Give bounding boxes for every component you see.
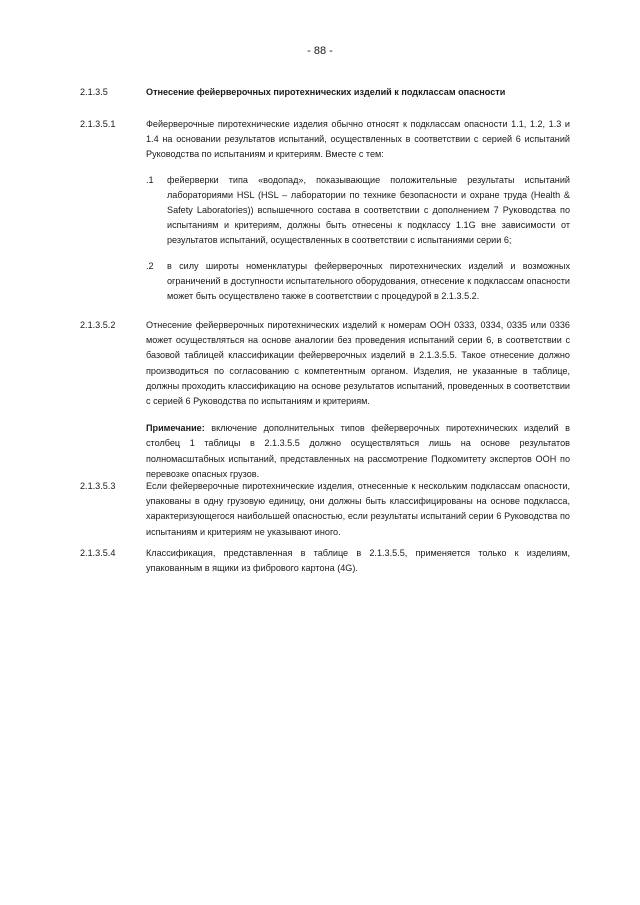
list-item-text: фейерверки типа «водопад», показывающие положительные результаты испытаний лабораториями HSL (HSL – лаборатории по технике безопасности и охране труда (Health & Safety Laboratories)) вспышечного состава в соответствии с дополнением 7 Руководства по испытаниям и критериям, должны быть отнесены к подклассу 1.1G вне зависимости от результатов испытаний, осуществленных в соответствии с испытаниями серии 6; (167, 174, 570, 246)
section-number: 2.1.3.5.1 (80, 119, 116, 129)
section-2-1-3-5-3 (80, 479, 570, 540)
section-title: Отнесение фейерверочных пиротехнических изделий к подклассам опасности (146, 87, 506, 97)
section-number: 2.1.3.5 (80, 87, 108, 97)
list-item (146, 259, 570, 305)
note (146, 421, 570, 482)
section-number: 2.1.3.5.3 (80, 481, 116, 491)
note-text: включение дополнительных типов фейерверочных пиротехнических изделий в столбец 1 таблицы в 2.1.3.5.5 должно осуществляться лишь на основе результатов полномасштабных испытаний, представленных на рассмотрение Подкомитету экспертов ООН по перевозке опасных грузов. (146, 423, 571, 479)
section-2-1-3-5-2 (80, 318, 570, 482)
section-number: 2.1.3.5.2 (80, 320, 116, 330)
paragraph: Отнесение фейерверочных пиротехнических изделий к номерам ООН 0333, 0334, 0335 или 0336 может осуществляться на основе аналогии без проведения испытаний серии 6, в соответствии с базовой таблицей классификации фейерверочных изделий в 2.1.3.5.5. Такое отнесение должно производиться по согласованию с компетентным органом. Изделия, не указанные в таблице, должны проходить классификацию на основе результатов испытаний, проведенных в соответствии с серией 6 Руководства по испытаниям и критериям. (146, 320, 570, 407)
paragraph: Если фейерверочные пиротехнические изделия, отнесенные к нескольким подклассам опасности, упакованы в одну грузовую единицу, они должны быть классифицированы на основе подкласса, характеризующегося наибольшей опасностью, если результаты испытаний серии 6 Руководства по испытаниям и критериям не указывают иного. (146, 481, 570, 537)
section-2-1-3-5-1 (80, 117, 570, 304)
list-item (146, 173, 570, 249)
section-2-1-3-5 (80, 85, 570, 100)
paragraph: Фейерверочные пиротехнические изделия обычно относят к подклассам опасности 1.1, 1.2, 1.3 и 1.4 на основании результатов испытаний, осуществленных в соответствии с серией 6 испытаний Руководства по испытаниям и критериям. Вместе с тем: (146, 119, 570, 160)
section-number: 2.1.3.5.4 (80, 548, 116, 558)
list-item-number: .2 (146, 260, 154, 271)
list-item-text: в силу широты номенклатуры фейерверочных пиротехнических изделий и возможных ограничений в доступности испытательного оборудования, отнесение к подклассам опасности может быть осуществлено также в соответствии с процедурой в 2.1.3.5.2. (167, 260, 570, 302)
list-item-number: .1 (146, 174, 154, 185)
note-label: Примечание: (146, 423, 205, 434)
page-number: - 88 - (307, 45, 333, 57)
section-2-1-3-5-4 (80, 546, 570, 576)
paragraph: Классификация, представленная в таблице в 2.1.3.5.5, применяется только к изделиям, упакованным в ящики из фибрового картона (4G). (146, 548, 570, 574)
